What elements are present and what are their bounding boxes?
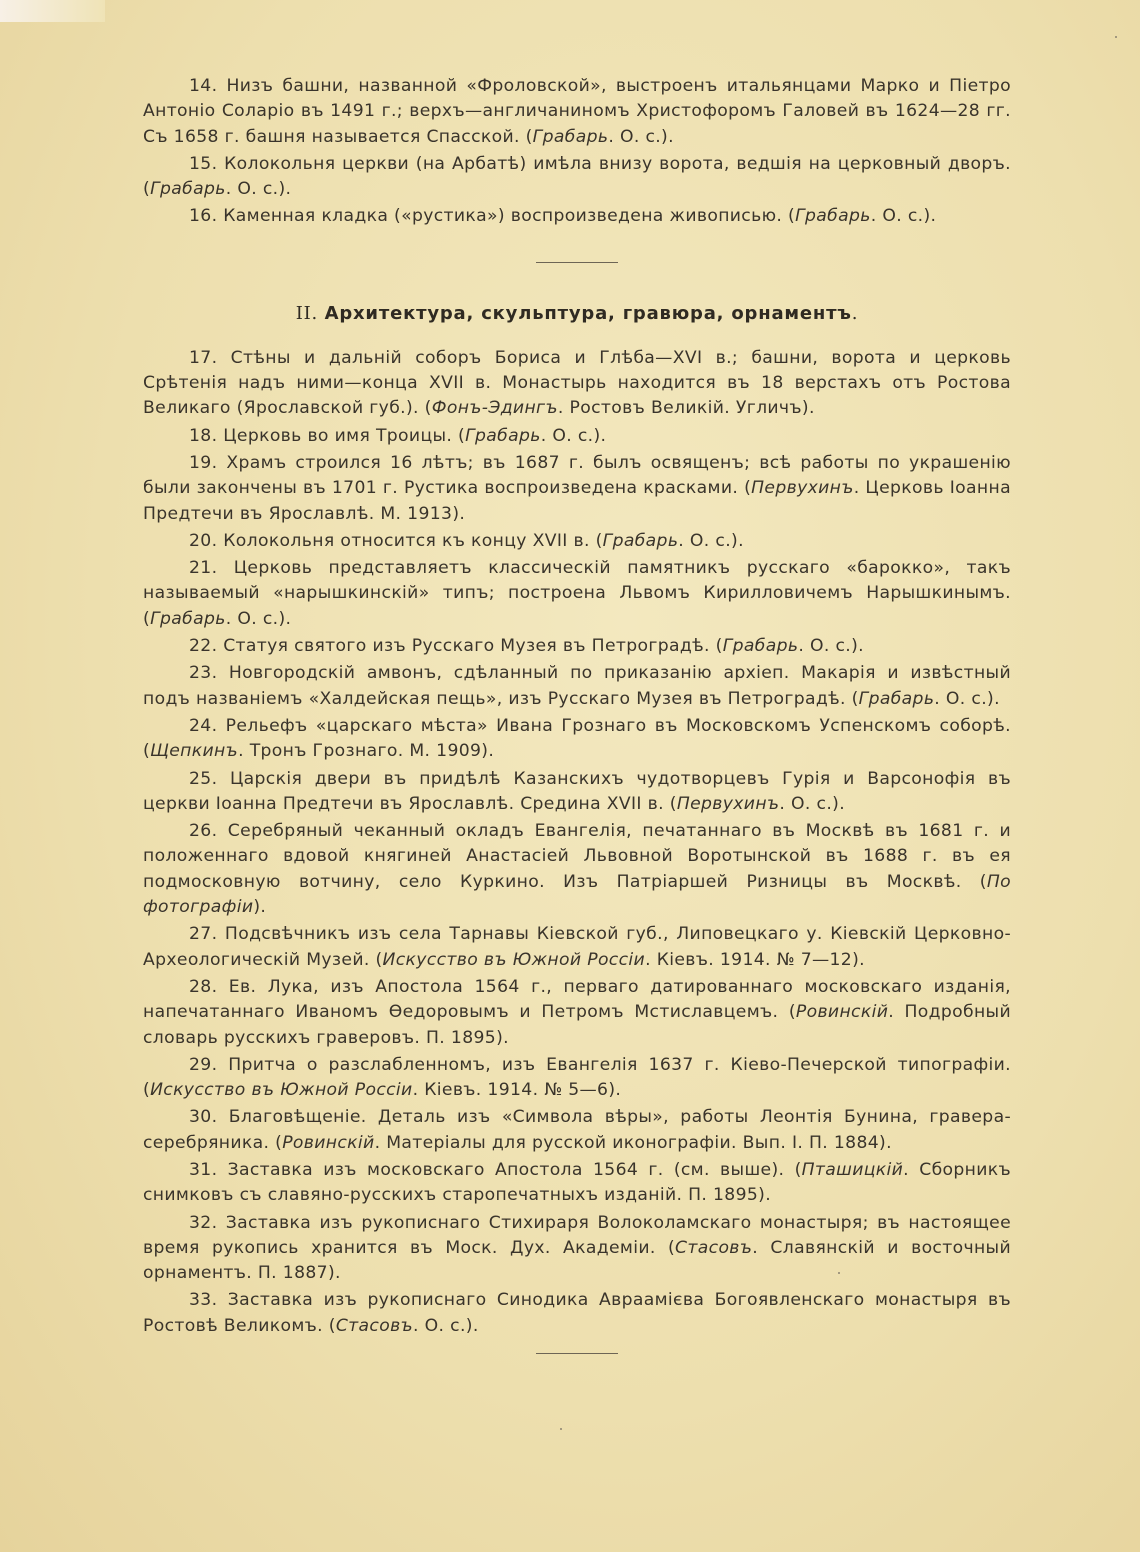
separator-rule — [536, 262, 618, 263]
note-17: 17. Стѣны и дальній соборъ Бориса и Глѣба—XVI в.; башни, ворота и церковь Срѣтенія надъ ними—конца XVII в. Монастырь находится въ 18 верстахъ отъ Ростова Великаго (Ярославской губ.). (Фонъ-Эдингъ. Ростовъ Великій. Угличъ). — [143, 347, 1011, 419]
note-19: 19. Храмъ строился 16 лѣтъ; въ 1687 г. былъ освященъ; всѣ работы по украшенію были закончены въ 1701 г. Рустика воспроизведена красками. (Первухинъ. Церковь Іоанна Предтечи въ Ярославлѣ. М. 1913). — [143, 452, 1011, 524]
scan-corner-mark — [0, 0, 105, 22]
section-roman: II. — [295, 302, 319, 324]
scan-speck — [560, 1428, 562, 1430]
note-24: 24. Рельефъ «царскаго мѣста» Ивана Грознаго въ Московскомъ Успенскомъ соборѣ. (Щепкинъ. Тронъ Грознаго. М. 1909). — [143, 715, 1011, 762]
note-25: 25. Царскія двери въ придѣлѣ Казанскихъ чудотворцевъ Гурія и Варсонофія въ церкви Іоанна Предтечи въ Ярославлѣ. Средина XVII в. (Первухинъ. О. с.). — [143, 768, 1011, 814]
note-23: 23. Новгородскій амвонъ, сдѣланный по приказанію архіеп. Макарія и извѣстный подъ названіемъ «Халдейская пещь», изъ Русскаго Музея въ Петроградѣ. (Грабарь. О. с.). — [143, 663, 1011, 709]
note-15: 15. Колокольня церкви (на Арбатѣ) имѣла внизу ворота, ведшія на церковный дворъ. (Грабарь. О. с.). — [143, 153, 1011, 200]
note-16: 16. Каменная кладка («рустика») воспроизведена живописью. (Грабарь. О. с.). — [189, 206, 937, 227]
note-33: 33. Заставка изъ рукописнаго Синодика Авраамієва Богоявленскаго монастыря въ Ростовѣ Великомъ. (Стасовъ. О. с.). — [143, 1290, 1011, 1336]
notes-section — [143, 346, 1011, 1339]
section-title: Архитектура, скульптура, гравюра, орнаментъ — [324, 302, 852, 324]
note-32: 32. Заставка изъ рукописнаго Стихираря Волоколамскаго монастыря; въ настоящее время рукопись хранится въ Моск. Дух. Академіи. (Стасовъ. Славянскій и восточный орнаментъ. П. 1887). — [143, 1212, 1011, 1284]
document-page — [143, 74, 1011, 1354]
note-29: 29. Притча о разслабленномъ, изъ Евангелія 1637 г. Кіево-Печерской типографіи. (Искусство въ Южной Россіи. Кіевъ. 1914. № 5—6). — [143, 1054, 1011, 1101]
scan-speck — [838, 1272, 840, 1274]
note-27: 27. Подсвѣчникъ изъ села Тарнавы Кіевской губ., Липовецкаго у. Кіевскій Церковно-Археологическій Музей. (Искусство въ Южной Россіи. Кіевъ. 1914. № 7—12). — [143, 924, 1011, 970]
note-18: 18. Церковь во имя Троицы. (Грабарь. О. с.). — [189, 425, 607, 446]
note-20: 20. Колокольня относится къ концу XVII в. (Грабарь. О. с.). — [189, 530, 744, 551]
note-31: 31. Заставка изъ московскаго Апостола 1564 г. (см. выше). (Пташицкій. Сборникъ снимковъ съ славяно-русскихъ старопечатныхъ изданій. П. 1895). — [143, 1159, 1011, 1206]
end-separator-rule — [536, 1353, 618, 1354]
section-heading — [143, 303, 1011, 324]
note-30: 30. Благовѣщеніе. Деталь изъ «Символа вѣры», работы Леонтія Бунина, гравера-серебряника. (Ровинскій. Матеріалы для русской иконографіи. Вып. I. П. 1884). — [143, 1107, 1011, 1153]
notes-top — [143, 74, 1011, 230]
note-14: 14. Низъ башни, названной «Фроловской», выстроенъ итальянцами Марко и Піетро Антоніо Соларіо въ 1491 г.; верхъ—англичаниномъ Христофоромъ Галовей въ 1624—28 гг. Съ 1658 г. башня называется Спасской. (Грабарь. О. с.). — [143, 76, 1011, 147]
section-end: . — [851, 302, 859, 324]
note-26: 26. Серебряный чеканный окладъ Евангелія, печатаннаго въ Москвѣ въ 1681 г. и положеннаго вдовой княгиней Анастасіей Львовной Воротынской въ 1688 г. въ ея подмосковную вотчину, село Куркино. Изъ Патріаршей Ризницы въ Москвѣ. (По фотографіи). — [143, 821, 1011, 918]
scan-speck — [1115, 36, 1117, 38]
note-28: 28. Ев. Лука, изъ Апостола 1564 г., перваго датированнаго московскаго изданія, напечатаннаго Иваномъ Ѳедоровымъ и Петромъ Мстиславцемъ. (Ровинскій. Подробный словарь русскихъ граверовъ. П. 1895). — [143, 976, 1011, 1048]
note-22: 22. Статуя святого изъ Русскаго Музея въ Петроградѣ. (Грабарь. О. с.). — [189, 636, 864, 657]
note-21: 21. Церковь представляетъ классическій памятникъ русскаго «барокко», такъ называемый «нарышкинскій» типъ; построена Львомъ Кирилловичемъ Нарышкинымъ. (Грабарь. О. с.). — [143, 558, 1011, 629]
